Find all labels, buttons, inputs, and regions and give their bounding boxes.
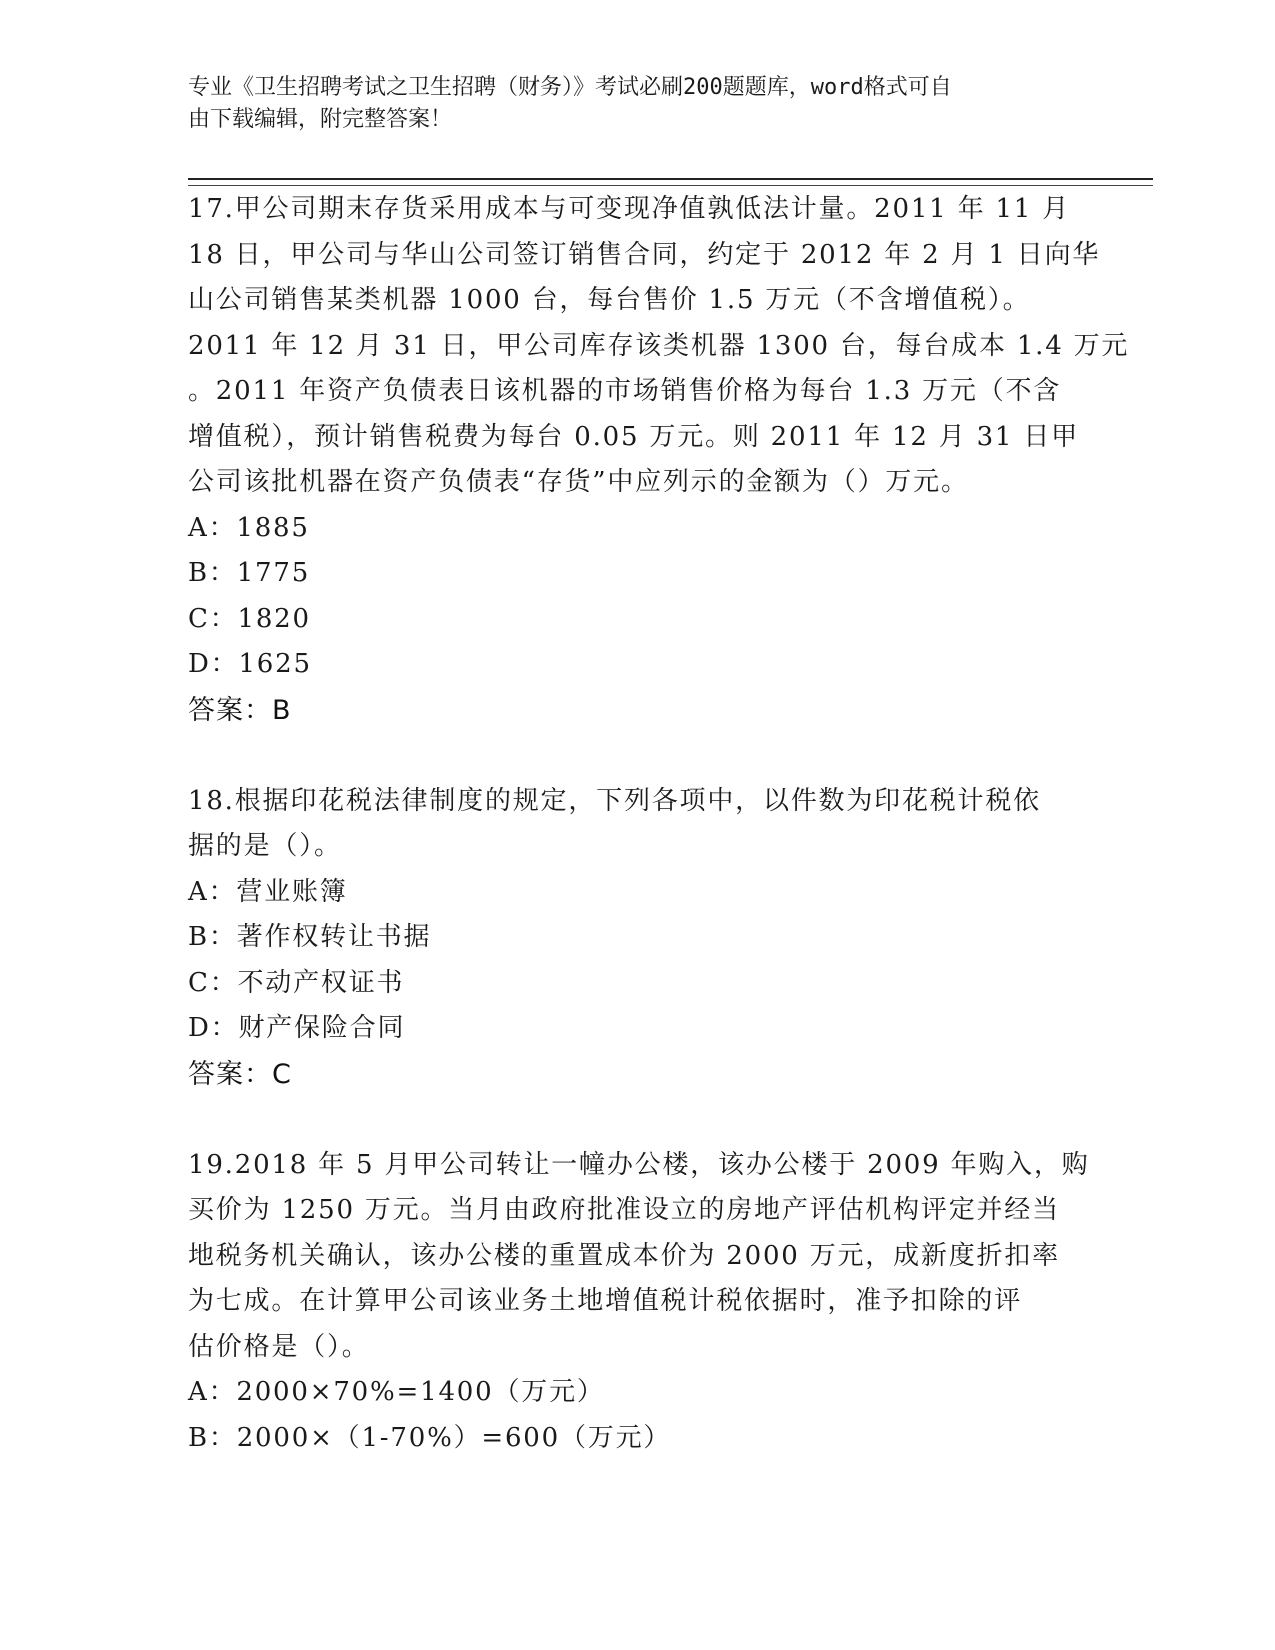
question-stem-line: 公司该批机器在资产负债表“存货”中应列示的金额为（）万元。 xyxy=(188,467,969,497)
header-divider-thin xyxy=(188,185,1153,186)
option-c: C：不动产权证书 xyxy=(188,967,405,998)
header-divider-thick xyxy=(188,178,1153,180)
question-stem-line: 。2011 年资产负债表日该机器的市场销售价格为每台 1.3 万元（不含 xyxy=(188,376,1062,406)
answer-label: 答案：B xyxy=(188,694,292,726)
question-18 xyxy=(188,779,1088,1098)
question-stem-line: 买价为 1250 万元。当月由政府批准设立的房地产评估机构评定并经当 xyxy=(188,1195,1060,1225)
question-stem-line: 为七成。在计算甲公司该业务土地增值税计税依据时，准予扣除的评 xyxy=(188,1286,1023,1316)
document-header xyxy=(188,72,1088,136)
question-17 xyxy=(188,187,1130,733)
option-a: A：1885 xyxy=(188,512,310,543)
question-stem-line: 估价格是（）。 xyxy=(188,1331,370,1362)
question-stem-line: 18 日，甲公司与华山公司签订销售合同，约定于 2012 年 2 月 1 日向华 xyxy=(188,239,1101,270)
question-list xyxy=(188,187,1130,1461)
spacer xyxy=(188,1097,1088,1143)
option-a: A：2000×70%=1400（万元） xyxy=(188,1377,605,1407)
option-b: B：1775 xyxy=(188,558,311,588)
question-stem-line: 地税务机关确认，该办公楼的重置成本价为 2000 万元，成新度折扣率 xyxy=(188,1240,1060,1271)
option-d: D：1625 xyxy=(188,649,312,679)
question-stem-line: 增值税），预计销售税费为每台 0.05 万元。则 2011 年 12 月 31 日甲 xyxy=(188,421,1079,452)
header-line-1: 专业《卫生招聘考试之卫生招聘（财务）》考试必刷200题题库，word格式可自 xyxy=(188,75,952,100)
question-stem-line: 据的是（）。 xyxy=(188,831,342,861)
option-b: B：著作权转让书据 xyxy=(188,922,432,952)
question-stem-line: 2011 年 12 月 31 日，甲公司库存该类机器 1300 台，每台成本 1.4 万元 xyxy=(188,330,1130,361)
header-line-2: 由下载编辑，附完整答案！ xyxy=(188,107,453,132)
option-b: B：2000×（1-70%）=600（万元） xyxy=(188,1422,672,1453)
question-stem-line: 19.2018 年 5 月甲公司转让一幢办公楼，该办公楼于 2009 年购入，购 xyxy=(188,1149,1090,1180)
question-19 xyxy=(188,1143,1088,1462)
spacer xyxy=(188,733,1088,779)
answer-label: 答案：C xyxy=(188,1058,292,1090)
option-c: C：1820 xyxy=(188,603,311,634)
option-d: D：财产保险合同 xyxy=(188,1013,406,1043)
question-stem-line: 18.根据印花税法律制度的规定，下列各项中，以件数为印花税计税依 xyxy=(188,785,1041,816)
question-stem-line: 山公司销售某类机器 1000 台，每台售价 1.5 万元（不含增值税）。 xyxy=(188,285,1031,315)
option-a: A：营业账簿 xyxy=(188,876,348,907)
question-stem-line: 17.甲公司期末存货采用成本与可变现净值孰低法计量。2011 年 11 月 xyxy=(188,194,1070,224)
